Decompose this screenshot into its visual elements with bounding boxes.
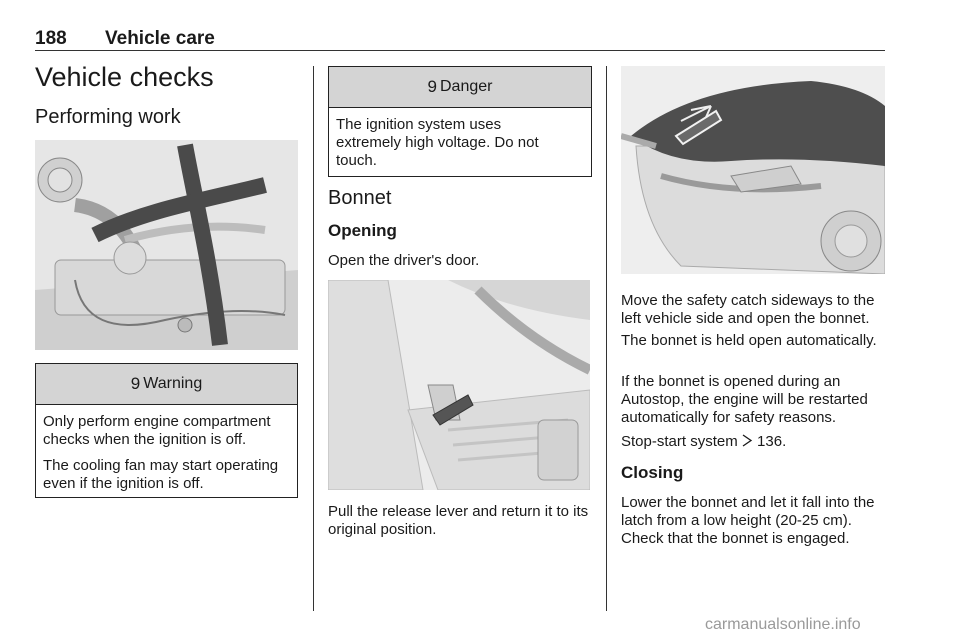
page-number: 188 — [35, 28, 67, 49]
watermark: carmanualsonline.info — [705, 616, 861, 633]
open-door-text: Open the driver's door. — [328, 252, 480, 269]
warning-paragraph: Only perform engine compartment checks when the ignition is off. — [43, 413, 271, 448]
warning-triangle-icon: 9 — [427, 77, 437, 96]
stop-start-page[interactable]: 136. — [757, 433, 787, 450]
warning-triangle-icon: 9 — [130, 374, 141, 393]
column-divider-left — [313, 66, 314, 611]
page-header — [35, 28, 885, 51]
danger-text: The ignition system uses extremely high voltage. Do not touch. — [336, 116, 539, 169]
danger-box-header — [329, 67, 591, 108]
held-open-text: The bonnet is held open automatically. — [621, 332, 877, 349]
subsection-title: Performing work — [35, 106, 181, 128]
closing-subheading: Closing — [621, 463, 684, 482]
danger-box-body — [329, 108, 591, 186]
danger-label: Danger — [439, 78, 493, 95]
warning-paragraph: The cooling fan may start operating even if the ignition is off. — [43, 457, 279, 492]
bonnet-open-illustration — [621, 66, 885, 274]
closing-text: Lower the bonnet and let it fall into the latch from a low height (20-25 cm). Check that the bonnet is engaged. — [621, 494, 875, 547]
bonnet-heading: Bonnet — [328, 187, 392, 209]
engine-bay-illustration — [35, 140, 298, 350]
danger-box — [328, 66, 592, 177]
safety-catch-text: Move the safety catch sideways to the left vehicle side and open the bonnet. — [621, 292, 875, 327]
autostop-text: If the bonnet is opened during an Autostop, the engine will be restarted automatically for safety reasons. — [621, 373, 868, 426]
release-lever-illustration — [328, 280, 590, 490]
release-lever-drawing — [328, 280, 590, 490]
opening-subheading: Opening — [328, 221, 397, 240]
column-divider-right — [606, 66, 607, 611]
bonnet-open-drawing — [621, 66, 885, 274]
page-reference-arrow-icon — [742, 433, 757, 450]
pull-lever-text: Pull the release lever and return it to its original position. — [328, 503, 589, 538]
stop-start-reference — [621, 433, 885, 451]
warning-box-header — [36, 364, 297, 405]
warning-box-body — [36, 405, 297, 509]
engine-bay-drawing — [35, 140, 298, 350]
warning-box — [35, 363, 298, 498]
page-title: Vehicle checks — [35, 62, 214, 92]
stop-start-label: Stop-start system — [621, 433, 738, 450]
warning-label: Warning — [143, 375, 203, 392]
section-title: Vehicle care — [105, 28, 215, 49]
